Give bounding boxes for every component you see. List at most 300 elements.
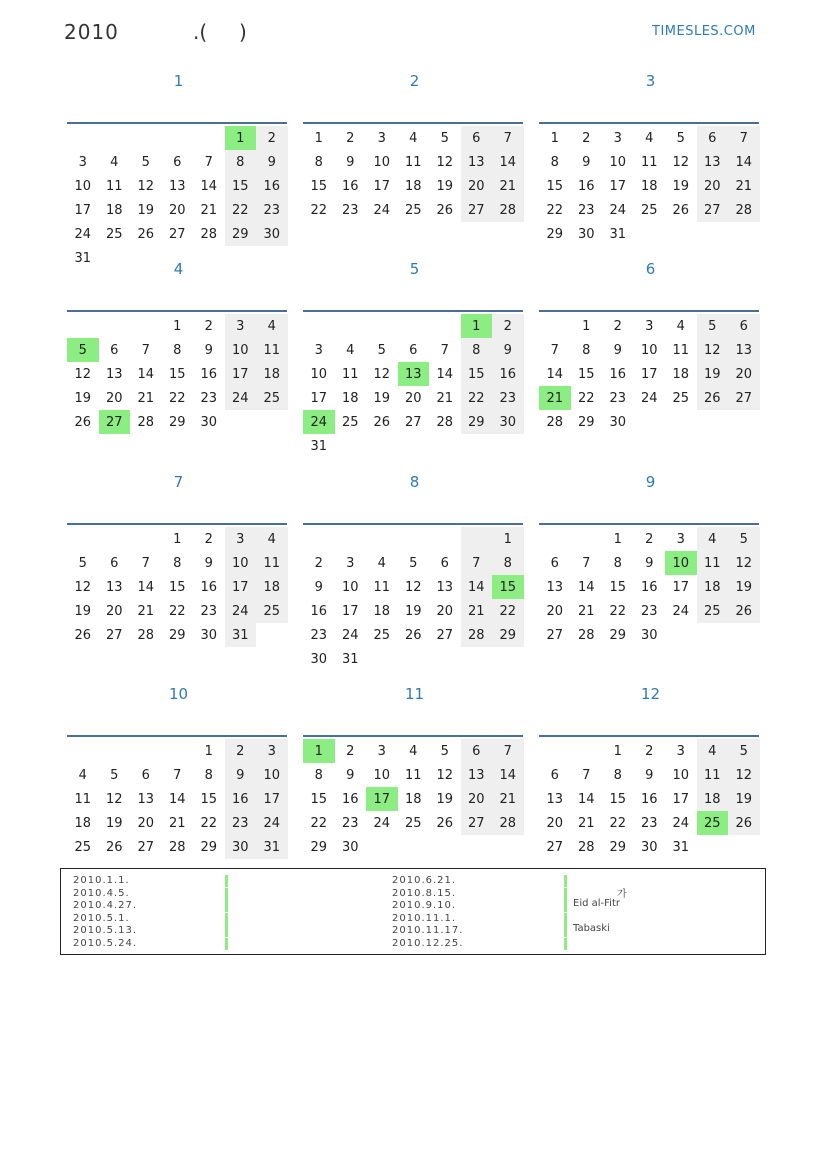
day-cell: 20 — [546, 815, 564, 831]
site-logo[interactable]: TIMESLES.COM — [652, 24, 756, 39]
day-cell: 27 — [461, 198, 493, 222]
day-cell: 17 — [341, 603, 359, 619]
day-cell: 15 — [310, 178, 328, 194]
day-cell: 2 — [645, 531, 654, 547]
day-cell: 2 — [346, 743, 355, 759]
day-cell: 12 — [672, 154, 690, 170]
day-cell: 1 — [204, 743, 213, 759]
day-cell: 24 — [74, 226, 92, 242]
empty-cell — [539, 527, 571, 551]
day-cell: 5 — [110, 767, 119, 783]
day-cell: 6 — [141, 767, 150, 783]
day-cell: 16 — [310, 603, 328, 619]
day-cell: 19 — [436, 791, 454, 807]
day-cell: 20 — [137, 815, 155, 831]
day-cell: 30 — [225, 835, 257, 859]
empty-cell — [67, 126, 99, 150]
empty-cell — [429, 527, 461, 551]
day-cell: 6 — [409, 342, 418, 358]
day-cell: 31 — [341, 651, 359, 667]
day-cell: 16 — [225, 787, 257, 811]
day-cell: 17 — [672, 791, 690, 807]
legend-date: 2010.4.27. — [73, 900, 138, 911]
day-cell: 31 — [310, 438, 328, 454]
legend-date: 2010.4.5. — [73, 887, 130, 899]
day-cell: 6 — [110, 555, 119, 571]
month-10 — [67, 685, 290, 855]
holiday-day: 21 — [539, 386, 571, 410]
day-cell: 7 — [440, 342, 449, 358]
month-7 — [67, 473, 290, 643]
day-cell: 16 — [200, 579, 218, 595]
month-day-grid — [67, 739, 288, 859]
day-cell: 2 — [204, 531, 213, 547]
empty-cell — [67, 314, 99, 338]
day-cell: 9 — [645, 767, 654, 783]
legend-date: 2010.6.21. — [392, 875, 457, 886]
day-cell: 25 — [105, 226, 123, 242]
day-cell: 10 — [373, 767, 391, 783]
day-cell: 20 — [105, 390, 123, 406]
day-cell: 21 — [137, 390, 155, 406]
day-cell: 4 — [409, 130, 418, 146]
day-cell: 27 — [404, 414, 422, 430]
day-cell: 11 — [697, 763, 729, 787]
empty-cell — [130, 527, 162, 551]
month-day-grid — [303, 527, 524, 671]
day-cell: 21 — [137, 603, 155, 619]
day-cell: 10 — [341, 579, 359, 595]
day-cell: 17 — [225, 575, 257, 599]
day-cell: 1 — [173, 531, 182, 547]
day-cell: 6 — [550, 555, 559, 571]
day-cell: 4 — [256, 314, 288, 338]
day-cell: 7 — [728, 126, 760, 150]
day-cell: 3 — [377, 743, 386, 759]
day-cell: 10 — [74, 178, 92, 194]
day-cell: 22 — [609, 603, 627, 619]
legend-holiday-name: Eid al-Fitr — [573, 898, 620, 909]
day-cell: 11 — [341, 366, 359, 382]
empty-cell — [539, 739, 571, 763]
day-cell: 31 — [225, 623, 257, 647]
day-cell: 8 — [550, 154, 559, 170]
day-cell: 22 — [200, 815, 218, 831]
day-cell: 12 — [436, 154, 454, 170]
day-cell: 15 — [577, 366, 595, 382]
day-cell: 25 — [404, 815, 422, 831]
day-cell: 30 — [577, 226, 595, 242]
legend-left-dates — [73, 875, 137, 950]
day-cell: 19 — [672, 178, 690, 194]
month-day-grid — [539, 527, 760, 647]
day-cell: 18 — [404, 791, 422, 807]
day-cell: 26 — [728, 811, 760, 835]
day-cell: 3 — [314, 342, 323, 358]
month-title: 10 — [168, 685, 189, 703]
month-day-grid — [67, 314, 288, 434]
day-cell: 22 — [310, 815, 328, 831]
day-cell: 14 — [577, 579, 595, 595]
day-cell: 5 — [728, 527, 760, 551]
day-cell: 2 — [492, 314, 524, 338]
legend-marker — [225, 925, 228, 937]
day-cell: 21 — [168, 815, 186, 831]
day-cell: 28 — [168, 839, 186, 855]
day-cell: 18 — [672, 366, 690, 382]
legend-marker — [564, 875, 567, 887]
day-cell: 22 — [310, 202, 328, 218]
day-cell: 8 — [173, 555, 182, 571]
day-cell: 2 — [314, 555, 323, 571]
day-cell: 24 — [225, 386, 257, 410]
day-cell: 11 — [256, 551, 288, 575]
legend-marker — [564, 888, 567, 900]
day-cell: 13 — [728, 338, 760, 362]
day-cell: 20 — [168, 202, 186, 218]
day-cell: 8 — [225, 150, 257, 174]
day-cell: 31 — [672, 839, 690, 855]
holiday-legend — [60, 868, 766, 955]
holiday-day: 13 — [398, 362, 430, 386]
empty-cell — [67, 739, 99, 763]
day-cell: 25 — [256, 599, 288, 623]
day-cell: 20 — [461, 174, 493, 198]
day-cell: 11 — [640, 154, 658, 170]
day-cell: 28 — [577, 627, 595, 643]
day-cell: 2 — [204, 318, 213, 334]
month-rule — [539, 310, 759, 312]
day-cell: 19 — [74, 603, 92, 619]
day-cell: 28 — [492, 811, 524, 835]
day-cell: 23 — [256, 198, 288, 222]
day-cell: 19 — [74, 390, 92, 406]
day-cell: 30 — [310, 651, 328, 667]
day-cell: 15 — [168, 579, 186, 595]
day-cell: 12 — [436, 767, 454, 783]
legend-date: 2010.11.1. — [392, 912, 457, 924]
day-cell: 16 — [341, 178, 359, 194]
day-cell: 28 — [461, 623, 493, 647]
day-cell: 24 — [373, 202, 391, 218]
day-cell: 24 — [373, 815, 391, 831]
month-rule — [303, 122, 523, 124]
day-cell: 10 — [609, 154, 627, 170]
day-cell: 9 — [492, 338, 524, 362]
legend-marker — [564, 900, 567, 912]
day-cell: 26 — [436, 815, 454, 831]
day-cell: 25 — [256, 386, 288, 410]
empty-cell — [99, 314, 131, 338]
day-cell: 27 — [436, 627, 454, 643]
header-year: 2010 — [64, 20, 119, 44]
day-cell: 8 — [492, 551, 524, 575]
day-cell: 17 — [609, 178, 627, 194]
day-cell: 26 — [74, 414, 92, 430]
day-cell: 8 — [613, 767, 622, 783]
day-cell: 3 — [225, 527, 257, 551]
day-cell: 18 — [256, 362, 288, 386]
day-cell: 23 — [310, 627, 328, 643]
day-cell: 11 — [404, 767, 422, 783]
day-cell: 13 — [168, 178, 186, 194]
empty-cell — [571, 527, 603, 551]
holiday-day: 24 — [303, 410, 335, 434]
day-cell: 9 — [204, 555, 213, 571]
day-cell: 14 — [577, 791, 595, 807]
day-cell: 3 — [645, 318, 654, 334]
month-title: 4 — [173, 260, 184, 278]
day-cell: 26 — [105, 839, 123, 855]
day-cell: 17 — [74, 202, 92, 218]
day-cell: 28 — [137, 627, 155, 643]
day-cell: 23 — [640, 603, 658, 619]
day-cell: 3 — [346, 555, 355, 571]
day-cell: 6 — [461, 739, 493, 763]
month-rule — [303, 310, 523, 312]
month-5 — [303, 260, 526, 454]
day-cell: 21 — [492, 787, 524, 811]
day-cell: 17 — [640, 366, 658, 382]
day-cell: 31 — [74, 250, 92, 266]
day-cell: 1 — [582, 318, 591, 334]
day-cell: 20 — [461, 787, 493, 811]
month-rule — [303, 735, 523, 737]
legend-date: 2010.5.13. — [73, 925, 138, 936]
day-cell: 16 — [341, 791, 359, 807]
day-cell: 13 — [137, 791, 155, 807]
day-cell: 13 — [105, 366, 123, 382]
month-title: 8 — [409, 473, 420, 491]
day-cell: 4 — [377, 555, 386, 571]
empty-cell — [162, 126, 194, 150]
day-cell: 11 — [373, 579, 391, 595]
day-cell: 7 — [550, 342, 559, 358]
day-cell: 29 — [609, 627, 627, 643]
day-cell: 29 — [200, 839, 218, 855]
day-cell: 9 — [256, 150, 288, 174]
month-day-grid — [303, 314, 524, 458]
day-cell: 19 — [105, 815, 123, 831]
legend-date: 2010.5.24. — [73, 937, 138, 949]
day-cell: 27 — [105, 627, 123, 643]
empty-cell — [130, 739, 162, 763]
day-cell: 22 — [492, 599, 524, 623]
legend-marker — [564, 913, 567, 925]
day-cell: 1 — [492, 527, 524, 551]
holiday-day: 17 — [366, 787, 398, 811]
day-cell: 13 — [436, 579, 454, 595]
day-cell: 10 — [225, 551, 257, 575]
day-cell: 18 — [404, 178, 422, 194]
month-2 — [303, 72, 526, 218]
day-cell: 28 — [200, 226, 218, 242]
day-cell: 23 — [225, 811, 257, 835]
day-cell: 9 — [346, 767, 355, 783]
day-cell: 11 — [697, 551, 729, 575]
legend-date: 2010.5.1. — [73, 912, 130, 924]
empty-cell — [429, 314, 461, 338]
legend-marker — [564, 938, 567, 950]
day-cell: 23 — [609, 390, 627, 406]
day-cell: 15 — [546, 178, 564, 194]
day-cell: 20 — [404, 390, 422, 406]
day-cell: 9 — [225, 763, 257, 787]
day-cell: 18 — [341, 390, 359, 406]
day-cell: 8 — [204, 767, 213, 783]
day-cell: 29 — [310, 839, 328, 855]
day-cell: 21 — [728, 174, 760, 198]
day-cell: 9 — [582, 154, 591, 170]
legend-marker — [225, 888, 228, 900]
month-rule — [67, 122, 287, 124]
empty-cell — [130, 126, 162, 150]
day-cell: 3 — [377, 130, 386, 146]
month-rule — [539, 122, 759, 124]
day-cell: 29 — [461, 410, 493, 434]
day-cell: 9 — [204, 342, 213, 358]
day-cell: 9 — [613, 342, 622, 358]
month-rule — [67, 523, 287, 525]
day-cell: 17 — [256, 787, 288, 811]
empty-cell — [67, 527, 99, 551]
day-cell: 25 — [672, 390, 690, 406]
holiday-day: 1 — [303, 739, 335, 763]
day-cell: 12 — [697, 338, 729, 362]
day-cell: 20 — [436, 603, 454, 619]
month-day-grid — [539, 126, 760, 246]
day-cell: 7 — [582, 767, 591, 783]
day-cell: 24 — [341, 627, 359, 643]
month-title: 2 — [409, 72, 420, 90]
legend-date: 2010.1.1. — [73, 875, 130, 886]
day-cell: 16 — [640, 579, 658, 595]
day-cell: 30 — [640, 839, 658, 855]
day-cell: 29 — [577, 414, 595, 430]
day-cell: 4 — [697, 527, 729, 551]
day-cell: 21 — [436, 390, 454, 406]
day-cell: 30 — [256, 222, 288, 246]
month-rule — [67, 735, 287, 737]
day-cell: 28 — [492, 198, 524, 222]
legend-marker — [225, 938, 228, 950]
empty-cell — [366, 527, 398, 551]
day-cell: 13 — [546, 579, 564, 595]
day-cell: 16 — [577, 178, 595, 194]
day-cell: 29 — [609, 839, 627, 855]
month-11 — [303, 685, 526, 855]
day-cell: 10 — [672, 767, 690, 783]
day-cell: 3 — [613, 130, 622, 146]
day-cell: 20 — [105, 603, 123, 619]
day-cell: 31 — [609, 226, 627, 242]
day-cell: 5 — [440, 743, 449, 759]
day-cell: 21 — [577, 603, 595, 619]
day-cell: 21 — [492, 174, 524, 198]
day-cell: 2 — [346, 130, 355, 146]
day-cell: 8 — [613, 555, 622, 571]
day-cell: 15 — [225, 174, 257, 198]
holiday-day: 25 — [697, 811, 729, 835]
empty-cell — [303, 314, 335, 338]
day-cell: 18 — [373, 603, 391, 619]
empty-cell — [366, 314, 398, 338]
month-title: 5 — [409, 260, 420, 278]
day-cell: 11 — [105, 178, 123, 194]
day-cell: 11 — [256, 338, 288, 362]
day-cell: 30 — [341, 839, 359, 855]
day-cell: 30 — [640, 627, 658, 643]
day-cell: 19 — [436, 178, 454, 194]
month-rule — [303, 523, 523, 525]
day-cell: 10 — [373, 154, 391, 170]
day-cell: 18 — [105, 202, 123, 218]
day-cell: 6 — [697, 126, 729, 150]
day-cell: 9 — [346, 154, 355, 170]
day-cell: 22 — [461, 386, 493, 410]
day-cell: 26 — [697, 386, 729, 410]
day-cell: 25 — [697, 599, 729, 623]
legend-holiday-name: 가 — [617, 889, 627, 900]
month-title: 3 — [645, 72, 656, 90]
legend-marker — [225, 900, 228, 912]
holiday-day: 10 — [665, 551, 697, 575]
day-cell: 27 — [137, 839, 155, 855]
month-day-grid — [539, 314, 760, 434]
month-8 — [303, 473, 526, 667]
day-cell: 17 — [373, 178, 391, 194]
day-cell: 15 — [461, 362, 493, 386]
day-cell: 16 — [609, 366, 627, 382]
holiday-day: 1 — [225, 126, 257, 150]
day-cell: 23 — [341, 815, 359, 831]
day-cell: 26 — [137, 226, 155, 242]
day-cell: 24 — [256, 811, 288, 835]
empty-cell — [303, 527, 335, 551]
day-cell: 7 — [141, 342, 150, 358]
day-cell: 6 — [440, 555, 449, 571]
empty-cell — [398, 527, 430, 551]
day-cell: 24 — [225, 599, 257, 623]
day-cell: 11 — [672, 342, 690, 358]
legend-holiday-name: Tabaski — [573, 923, 610, 934]
day-cell: 6 — [461, 126, 493, 150]
day-cell: 2 — [613, 318, 622, 334]
month-day-grid — [67, 527, 288, 647]
holiday-day: 27 — [99, 410, 131, 434]
day-cell: 18 — [697, 787, 729, 811]
empty-cell — [335, 314, 367, 338]
day-cell: 25 — [373, 627, 391, 643]
empty-cell — [539, 314, 571, 338]
empty-cell — [99, 126, 131, 150]
day-cell: 24 — [672, 603, 690, 619]
day-cell: 21 — [577, 815, 595, 831]
day-cell: 19 — [404, 603, 422, 619]
day-cell: 10 — [640, 342, 658, 358]
day-cell: 15 — [310, 791, 328, 807]
day-cell: 3 — [676, 743, 685, 759]
month-6 — [539, 260, 762, 430]
day-cell: 12 — [105, 791, 123, 807]
holiday-day: 15 — [492, 575, 524, 599]
day-cell: 3 — [225, 314, 257, 338]
month-1 — [67, 72, 290, 266]
day-cell: 12 — [404, 579, 422, 595]
month-title: 7 — [173, 473, 184, 491]
day-cell: 6 — [110, 342, 119, 358]
empty-cell — [193, 126, 225, 150]
